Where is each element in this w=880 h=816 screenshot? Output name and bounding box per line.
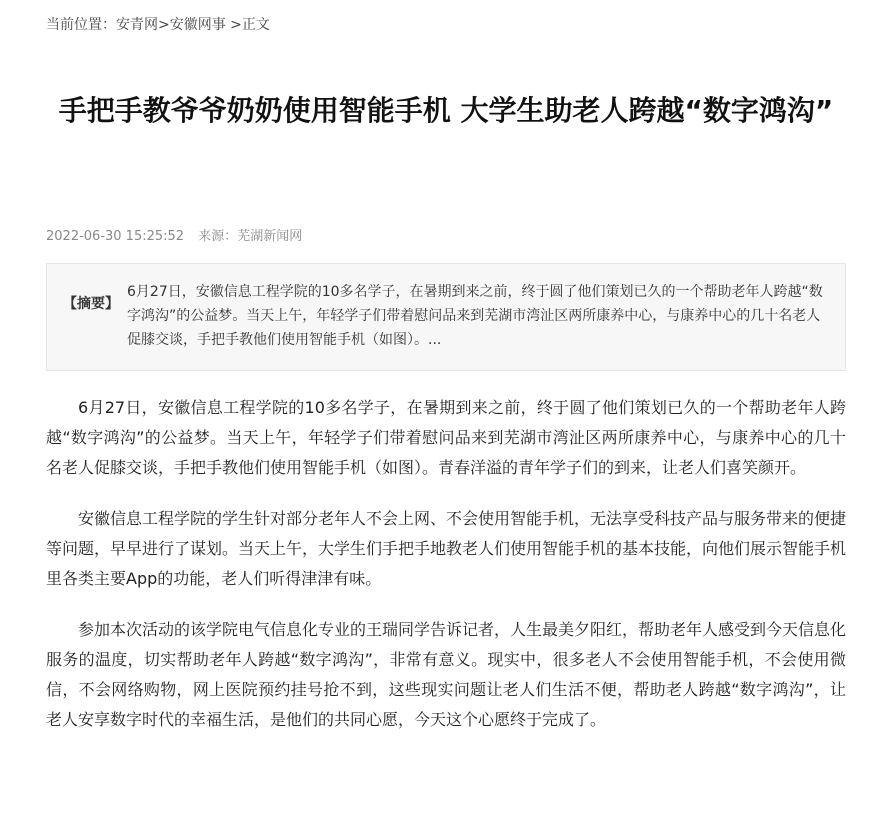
summary-text: 6月27日，安徽信息工程学院的10多名学子，在暑期到来之前，终于圆了他们策划已久的一个帮助老年人跨越“数字鸿沟”的公益梦。当天上午，年轻学子们带着慰问品来到芜湖市湾沚区两所康养中心，与康养中心的几十名老人促膝交谈，手把手教他们使用智能手机（如图）。...	[127, 284, 823, 348]
source-label: 来源：	[198, 229, 238, 244]
publish-date: 2022-06-30 15:25:52	[46, 229, 185, 244]
page-title: 手把手教爷爷奶奶使用智能手机 大学生助老人跨越“数字鸿沟”	[58, 94, 834, 127]
article-paragraph: 安徽信息工程学院的学生针对部分老年人不会上网、不会使用智能手机，无法享受科技产品与服务带来的便捷等问题，早早进行了谋划。当天上午，大学生们手把手地教老人们使用智能手机的基本技能，向他们展示智能手机里各类主要App的功能，老人们听得津津有味。	[46, 509, 847, 588]
article-paragraph: 6月27日，安徽信息工程学院的10多名学子，在暑期到来之前，终于圆了他们策划已久的一个帮助老年人跨越“数字鸿沟”的公益梦。当天上午，年轻学子们带着慰问品来到芜湖市湾沚区两所康养中心，与康养中心的几十名老人促膝交谈，手把手教他们使用智能手机（如图）。青春洋溢的青年学子们的到来，让老人们喜笑颜开。	[46, 398, 846, 477]
breadcrumb-separator: >	[225, 17, 242, 33]
breadcrumb-link-home[interactable]: 安青网	[116, 17, 158, 33]
article-meta	[46, 227, 302, 247]
breadcrumb-prefix: 当前位置：	[46, 17, 116, 33]
breadcrumb-current: 正文	[241, 17, 270, 33]
summary-box	[46, 263, 846, 371]
article-paragraph: 参加本次活动的该学院电气信息化专业的王瑞同学告诉记者，人生最美夕阳红，帮助老年人感受到今天信息化服务的温度，切实帮助老年人跨越“数字鸿沟”，非常有意义。现实中，很多老人不会使用智能手机，不会使用微信，不会网络购物，网上医院预约挂号抢不到，这些现实问题让老人们生活不便，帮助老人跨越“数字鸿沟”，让老人安享数字时代的幸福生活，是他们的共同心愿，今天这个心愿终于完成了。	[46, 620, 847, 729]
summary-label: 【摘要】	[63, 296, 119, 312]
breadcrumb	[46, 14, 270, 36]
breadcrumb-link-category[interactable]: 安徽网事	[169, 17, 226, 33]
article-body	[46, 393, 846, 756]
source-name: 芜湖新闻网	[237, 229, 303, 244]
breadcrumb-separator: >	[158, 17, 170, 33]
